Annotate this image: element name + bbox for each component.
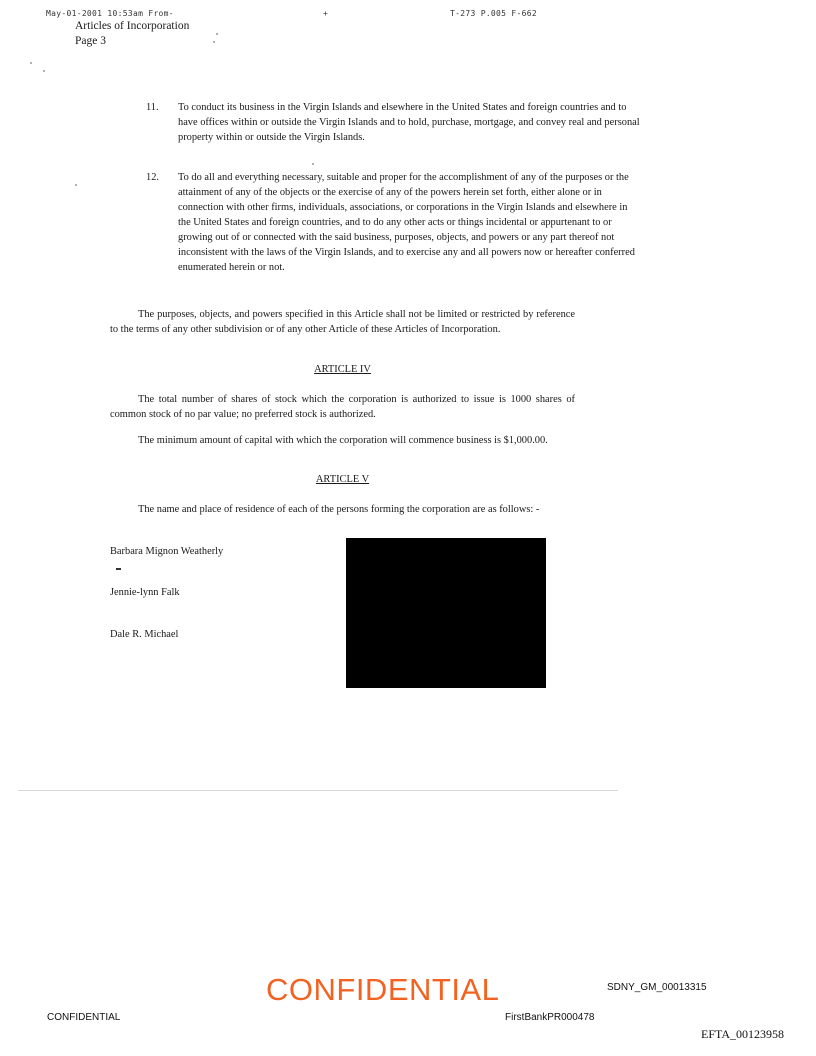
incorporator-name: Jennie-lynn Falk <box>110 587 180 598</box>
fax-header-left: May-01-2001 10:53am From- <box>46 9 174 18</box>
scan-fold-line <box>18 790 618 791</box>
bates-number-gm: SDNY_GM_00013315 <box>607 982 707 993</box>
item-text: To conduct its business in the Virgin Islands and elsewhere in the United States and foreign countries and to have offices within or outside the Virgin Islands and to hold, purchase, mortgage, and convey real and personal property within or outside the Virgin Islands. <box>178 102 640 143</box>
scan-speck <box>216 33 218 35</box>
scan-speck <box>30 62 32 64</box>
scan-speck <box>312 163 314 165</box>
item-number: 11. <box>146 102 159 113</box>
scan-mark <box>116 568 121 570</box>
article-iv-heading: ARTICLE IV <box>314 364 371 375</box>
bates-number-firstbank: FirstBankPR000478 <box>505 1012 595 1023</box>
incorporator-name: Dale R. Michael <box>110 629 179 640</box>
purposes-paragraph: The purposes, objects, and powers specified in this Article shall not be limited or restricted by reference to the terms of any other subdivision or of any other Article of these Articles of Incorporation. <box>110 309 575 335</box>
item-number: 12. <box>146 172 159 183</box>
incorporator-name: Barbara Mignon Weatherly <box>110 546 224 557</box>
scan-speck <box>75 184 77 186</box>
scan-speck <box>213 41 215 43</box>
page-number: Page 3 <box>75 35 106 47</box>
article-v-heading: ARTICLE V <box>315 474 370 485</box>
confidential-stamp: CONFIDENTIAL <box>266 972 500 1007</box>
redaction-box <box>346 538 546 688</box>
residence-paragraph: The name and place of residence of each of the persons forming the corporation are as follows: - <box>138 504 540 515</box>
fax-header-right: T-273 P.005 F-662 <box>450 9 537 18</box>
document-title: Articles of Incorporation <box>75 20 190 32</box>
fax-header-center: + <box>323 9 329 18</box>
capital-paragraph: The minimum amount of capital with which the corporation will commence business is $1,000.00. <box>138 435 548 446</box>
shares-paragraph: The total number of shares of stock which the corporation is authorized to issue is 1000 shares of common stock of no par value; no preferred stock is authorized. <box>110 394 575 420</box>
efta-identifier: EFTA_00123958 <box>701 1027 785 1041</box>
scan-speck <box>43 70 45 72</box>
confidential-label: CONFIDENTIAL <box>47 1012 121 1023</box>
item-text: To do all and everything necessary, suitable and proper for the accomplishment of any of the purposes or the attainment of any of the objects or the exercise of any of the powers herein set forth, either alone or in connection with other firms, individuals, associations, or corporations in the Virgin Islands and elsewhere in the United States and foreign countries, and to do any other acts or things incidental or appurtenant to or growing out of or connected with the said business, purposes, objects, and powers or any part thereof not inconsistent with the laws of the Virgin Islands, and to exercise any and all powers now or hereafter conferred enumerated herein or not. <box>178 172 635 273</box>
